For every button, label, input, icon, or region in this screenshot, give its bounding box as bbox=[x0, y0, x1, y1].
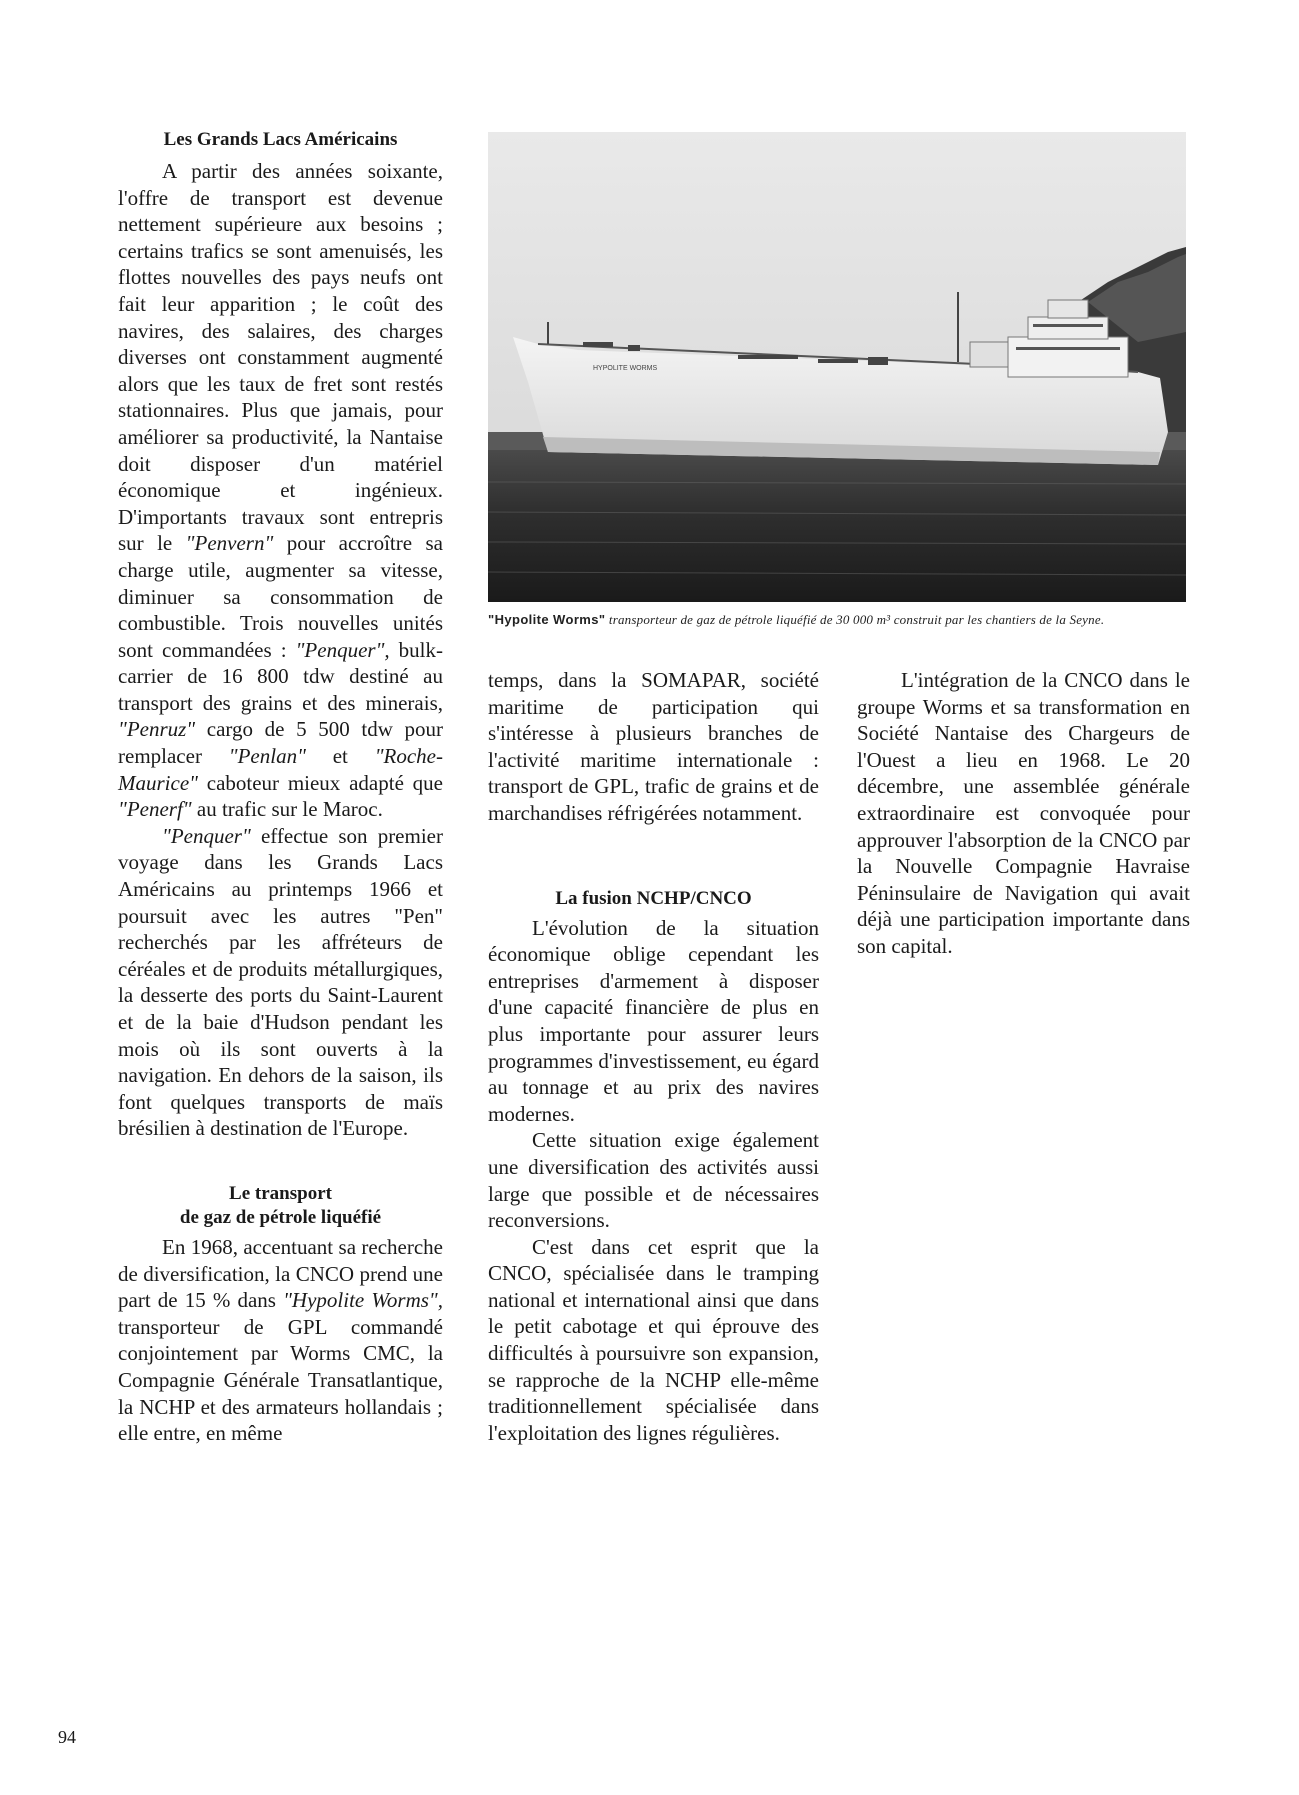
column-1 bbox=[118, 128, 443, 1447]
column-2 bbox=[488, 667, 819, 1446]
paragraph-grands-lacs-1: A partir des années soixante, l'offre de transport est devenue nettement supérieure aux besoins ; certains trafics se sont amenuisés, les flottes nouvelles des pays neufs ont fait leur apparition ; le coût des navires, des salaires, des charges diverses ont constamment augmenté alors que les taux de fret sont restés stationnaires. Plus que jamais, pour améliorer sa productivité, la Nantaise doit disposer d'un matériel économique et ingénieux. D'importants travaux sont entrepris sur le "Penvern" pour accroître sa charge utile, augmenter sa vitesse, diminuer sa consommation de combustible. Trois nouvelles unités sont commandées : "Penquer", bulk-carrier de 16 800 tdw destiné au transport des grains et des minerais, "Penruz" cargo de 5 500 tdw pour remplacer "Penlan" et "Roche-Maurice" caboteur mieux adapté que "Penerf" au trafic sur le Maroc. bbox=[118, 159, 444, 822]
caption-description: transporteur de gaz de pétrole liquéfié de 30 000 m³ construit par les chantiers de la Seyne. bbox=[605, 612, 1105, 627]
page-number: 94 bbox=[58, 1727, 76, 1747]
photo-caption bbox=[488, 611, 1208, 628]
heading-grands-lacs: Les Grands Lacs Américains bbox=[163, 129, 398, 150]
heading-fusion: La fusion NCHP/CNCO bbox=[555, 887, 752, 909]
column-3 bbox=[857, 667, 1190, 960]
caption-ship-name: "Hypolite Worms" bbox=[488, 612, 606, 627]
paragraph-fusion-1: L'évolution de la situation économique oblige cependant les entreprises d'armement à disposer d'une capacité financière de plus en plus importante pour assurer leurs programmes d'investissement, eu égard au tonnage et au prix des navires modernes. bbox=[488, 915, 819, 1126]
ship-name-on-hull: HYPOLITE WORMS bbox=[593, 365, 658, 372]
paragraph-grands-lacs-2: "Penquer" effectue son premier voyage dans les Grands Lacs Américains au printemps 1966 et poursuit avec les autres "Pen" recherchés par les affréteurs de céréales et de produits métallurgiques, la desserte des ports du Saint-Laurent et de la baie d'Hudson pendant les mois où ils sont ouverts à la navigation. En dehors de la saison, ils font quelques transports de maïs brésilien à destination de l'Europe. bbox=[118, 823, 443, 1141]
paragraph-transport-gpl-continued: temps, dans la SOMAPAR, société maritime de participation qui s'intéresse à plusieurs branches de l'activité maritime internationale : transport de GPL, trafic de grains et de marchandises réfrigérées notamment. bbox=[488, 668, 819, 825]
heading-transport-gpl: Le transport de gaz de pétrole liquéfié bbox=[179, 1182, 382, 1228]
paragraph-fusion-3: C'est dans cet esprit que la CNCO, spécialisée dans le tramping national et international ainsi que dans le petit cabotage et qui éprouve des difficultés à poursuivre son expansion, se rapproche de la NCHP elle-même traditionnellement spécialisée dans l'exploitation des lignes régulières. bbox=[488, 1234, 819, 1445]
paragraph-fusion-2: Cette situation exige également une diversification des activités aussi large que possible et de nécessaires reconversions. bbox=[488, 1128, 819, 1233]
paragraph-fusion-4: L'intégration de la CNCO dans le groupe Worms et sa transformation en Société Nantaise des Chargeurs de l'Ouest a lieu en 1968. Le 20 décembre, une assemblée générale extraordinaire est convoquée pour approuver l'absorption de la CNCO par la Nouvelle Compagnie Havraise Péninsulaire de Navigation qui avait déjà une participation importante dans son capital. bbox=[857, 668, 1190, 958]
paragraph-transport-gpl: En 1968, accentuant sa recherche de diversification, la CNCO prend une part de 15 % dans "Hypolite Worms", transporteur de GPL commandé conjointement par Worms CMC, la Compagnie Générale Transatlantique, la NCHP et des armateurs hollandais ; elle entre, en même bbox=[118, 1234, 443, 1446]
ship-photo bbox=[488, 132, 1186, 602]
